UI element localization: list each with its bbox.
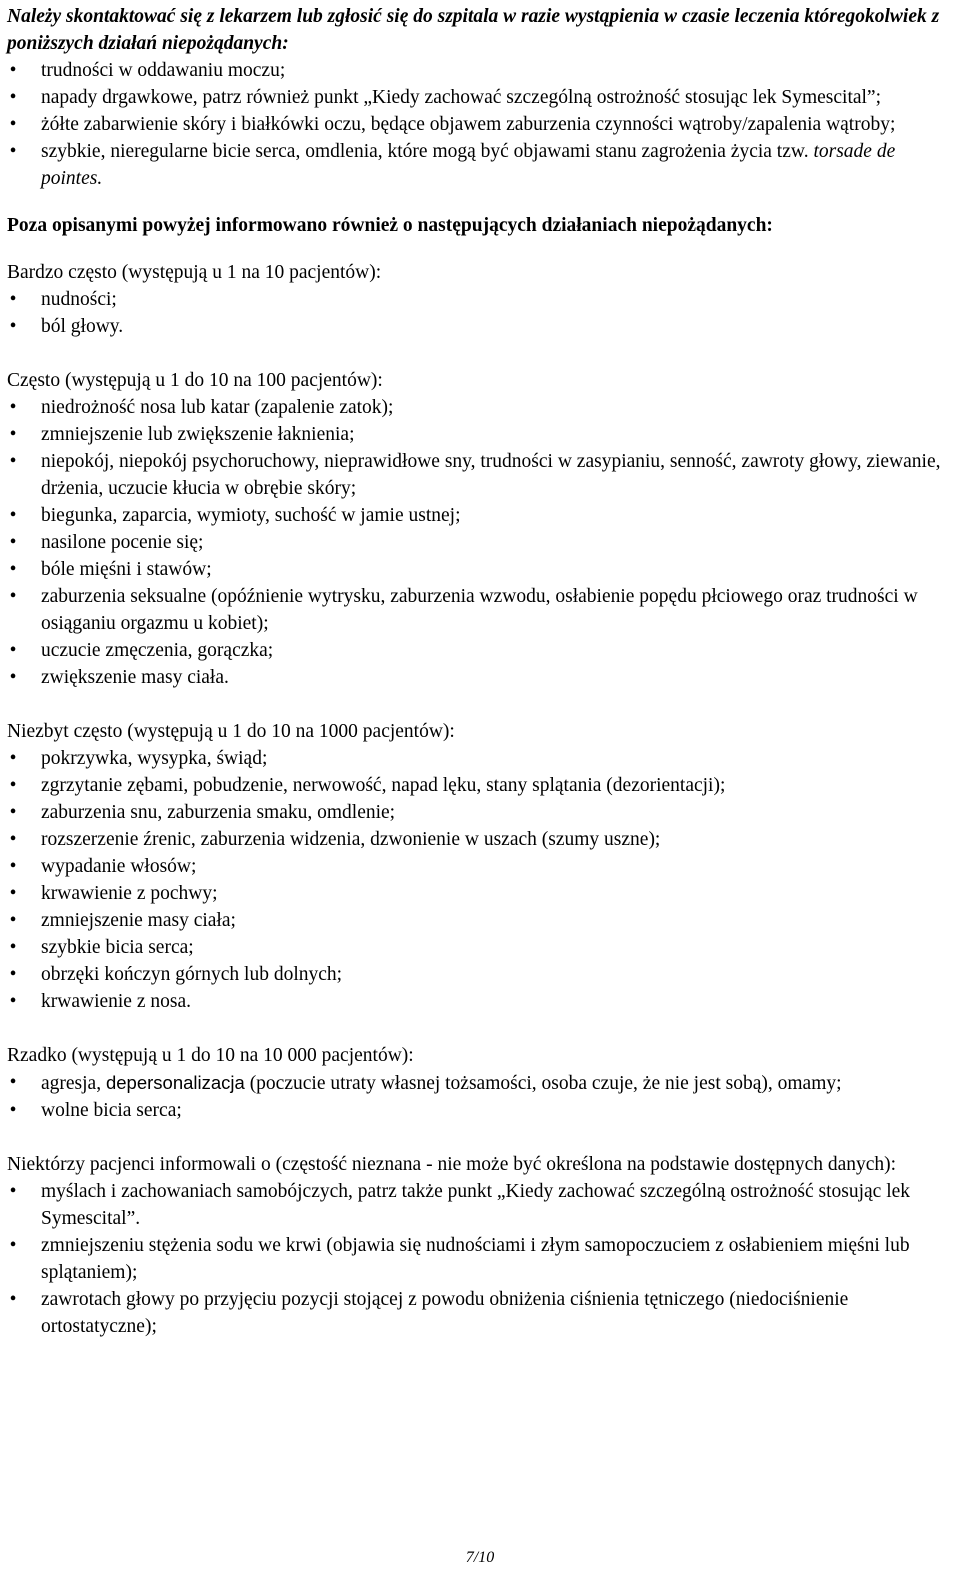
list-item: • zmniejszeniu stężenia sodu we krwi (objawia się nudnościami i złym samopoczuciem z osłabieniem mięśni lub splątaniem); xyxy=(7,1232,953,1286)
list-item: • zgrzytanie zębami, pobudzenie, nerwowość, napad lęku, stany splątania (dezorientacji); xyxy=(7,772,953,799)
bullet-icon: • xyxy=(9,856,17,877)
uncommon-title: Niezbyt często (występują u 1 do 10 na 1000 pacjentów): xyxy=(7,721,455,742)
list-item: • wolne bicia serca; xyxy=(7,1097,953,1124)
very-common-list xyxy=(7,286,953,340)
list-item: • zmniejszenie lub zwiększenie łaknienia; xyxy=(7,421,953,448)
document-page xyxy=(7,3,953,1340)
unknown-frequency-list xyxy=(7,1178,953,1340)
bullet-icon: • xyxy=(9,829,17,850)
bullet-icon: • xyxy=(9,640,17,661)
list-item: • szybkie bicia serca; xyxy=(7,934,953,961)
bullet-icon: • xyxy=(9,1289,17,1310)
very-common-title: Bardzo często (występują u 1 na 10 pacjentów): xyxy=(7,262,382,283)
list-item: • zaburzenia snu, zaburzenia smaku, omdlenie; xyxy=(7,799,953,826)
bullet-icon: • xyxy=(9,505,17,526)
list-item: • napady drgawkowe, patrz również punkt „Kiedy zachować szczególną ostrożność stosując lek Symescital”; xyxy=(7,84,953,111)
bullet-icon: • xyxy=(9,910,17,931)
bullet-icon: • xyxy=(9,586,17,607)
bullet-icon: • xyxy=(9,289,17,310)
bullet-icon: • xyxy=(9,60,17,81)
bullet-icon: • xyxy=(9,1181,17,1202)
bullet-icon: • xyxy=(9,424,17,445)
bullet-icon: • xyxy=(9,141,17,162)
list-item: • nudności; xyxy=(7,286,953,313)
urgent-warning-heading: Należy skontaktować się z lekarzem lub zgłosić się do szpitala w razie wystąpienia w czasie leczenia któregokolwiek z poniższych działań niepożądanych: xyxy=(7,6,940,54)
unknown-frequency-title: Niektórzy pacjenci informowali o (częstość nieznana - nie może być określona na podstawie dostępnych danych): xyxy=(7,1154,897,1175)
bullet-icon: • xyxy=(9,316,17,337)
other-effects-heading: Poza opisanymi powyżej informowano również o następujących działaniach niepożądanych: xyxy=(7,215,773,236)
list-item: • obrzęki kończyn górnych lub dolnych; xyxy=(7,961,953,988)
list-item: • zaburzenia seksualne (opóźnienie wytrysku, zaburzenia wzwodu, osłabienie popędu płciowego oraz trudności w osiąganiu orgazmu u kobiet); xyxy=(7,583,953,637)
list-item: • krwawienie z pochwy; xyxy=(7,880,953,907)
list-item: • niedrożność nosa lub katar (zapalenie zatok); xyxy=(7,394,953,421)
list-item: • agresja, depersonalizacja (poczucie utraty własnej tożsamości, osoba czuje, że nie jest sobą), omamy; xyxy=(7,1069,953,1097)
list-item: • pokrzywka, wysypka, świąd; xyxy=(7,745,953,772)
list-item: • rozszerzenie źrenic, zaburzenia widzenia, dzwonienie w uszach (szumy uszne); xyxy=(7,826,953,853)
bullet-icon: • xyxy=(9,1072,17,1093)
bullet-icon: • xyxy=(9,937,17,958)
bullet-icon: • xyxy=(9,87,17,108)
list-item: • uczucie zmęczenia, gorączka; xyxy=(7,637,953,664)
bullet-icon: • xyxy=(9,964,17,985)
bullet-icon: • xyxy=(9,883,17,904)
bullet-icon: • xyxy=(9,802,17,823)
rare-list xyxy=(7,1069,953,1124)
list-item: • szybkie, nieregularne bicie serca, omdlenia, które mogą być objawami stanu zagrożenia życia tzw. torsade de pointes. xyxy=(7,138,953,192)
bullet-icon: • xyxy=(9,559,17,580)
list-item: • żółte zabarwienie skóry i białkówki oczu, będące objawem zaburzenia czynności wątroby/zapalenia wątroby; xyxy=(7,111,953,138)
urgent-effects-list xyxy=(7,57,953,192)
list-item: • biegunka, zaparcia, wymioty, suchość w jamie ustnej; xyxy=(7,502,953,529)
bullet-icon: • xyxy=(9,1235,17,1256)
bullet-icon: • xyxy=(9,775,17,796)
list-item: • nasilone pocenie się; xyxy=(7,529,953,556)
common-list xyxy=(7,394,953,691)
list-item: • ból głowy. xyxy=(7,313,953,340)
bullet-icon: • xyxy=(9,451,17,472)
uncommon-list xyxy=(7,745,953,1015)
list-item: • myślach i zachowaniach samobójczych, patrz także punkt „Kiedy zachować szczególną ostrożność stosując lek Symescital”. xyxy=(7,1178,953,1232)
rare-title: Rzadko (występują u 1 do 10 na 10 000 pacjentów): xyxy=(7,1045,414,1066)
bullet-icon: • xyxy=(9,991,17,1012)
list-item: • bóle mięśni i stawów; xyxy=(7,556,953,583)
list-item: • krwawienie z nosa. xyxy=(7,988,953,1015)
common-title: Często (występują u 1 do 10 na 100 pacjentów): xyxy=(7,370,383,391)
bullet-icon: • xyxy=(9,532,17,553)
bullet-icon: • xyxy=(9,748,17,769)
bullet-icon: • xyxy=(9,114,17,135)
bullet-icon: • xyxy=(9,397,17,418)
page-number: 7/10 xyxy=(465,1549,495,1566)
bullet-icon: • xyxy=(9,667,17,688)
list-item: • niepokój, niepokój psychoruchowy, nieprawidłowe sny, trudności w zasypianiu, senność, zawroty głowy, ziewanie, drżenia, uczucie kłucia w obrębie skóry; xyxy=(7,448,953,502)
list-item: • zawrotach głowy po przyjęciu pozycji stojącej z powodu obniżenia ciśnienia tętniczego (niedociśnienie ortostatyczne); xyxy=(7,1286,953,1340)
medical-term: torsade de pointes. xyxy=(41,141,896,189)
bullet-icon: • xyxy=(9,1100,17,1121)
medical-term: depersonalizacja xyxy=(105,1072,245,1093)
list-item: • zwiększenie masy ciała. xyxy=(7,664,953,691)
list-item: • wypadanie włosów; xyxy=(7,853,953,880)
list-item: • zmniejszenie masy ciała; xyxy=(7,907,953,934)
list-item: • trudności w oddawaniu moczu; xyxy=(7,57,953,84)
